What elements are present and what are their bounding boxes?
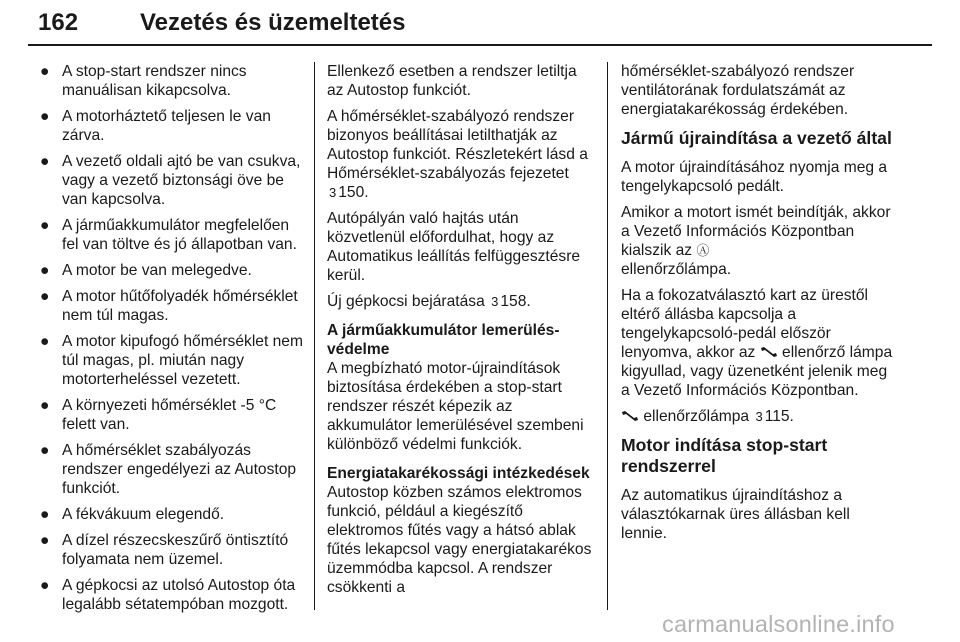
bullet-icon: ● [40, 63, 50, 80]
paragraph: Ellenkező esetben a rendszer letiltja az Autostop funkciót. [327, 63, 577, 99]
page-reference[interactable]: 158. [500, 293, 531, 310]
list-item: ● A vezető oldali ajtó be van csukva, vagy a vezető biztonsági öve be van kapcsolva. [40, 153, 301, 208]
reference-arrow-icon: 3 [755, 409, 763, 424]
list-item: ● A motor hűtőfolyadék hőmérséklet nem túl magas. [40, 288, 298, 324]
subheading: Energiatakarékossági intézkedések [327, 465, 590, 482]
page-header [28, 6, 932, 46]
list-item: ● A gépkocsi az utolsó Autostop óta legalább sétatempóban mozgott. [40, 577, 296, 613]
paragraph: Autópályán való hajtás után közvetlenül előfordulhat, hogy az Automatikus leállítás felfüggesztésre kerül. [327, 210, 581, 284]
bullet-icon: ● [40, 577, 50, 594]
bullet-icon: ● [40, 333, 50, 350]
column-divider [314, 62, 315, 610]
bullet-icon: ● [40, 153, 50, 170]
bullet-icon: ● [40, 108, 50, 125]
paragraph: Új gépkocsi bejáratása 3 158. [327, 293, 531, 310]
paragraph: A megbízható motor-újraindítások biztosítása érdekében a stop-start rendszer részét képezik az akkumulátor lemerülésével szembeni különböző védelmi funkciók. [327, 360, 584, 453]
subheading: A járműakkumulátor lemerülés-védelme [327, 322, 560, 358]
header-rule [28, 44, 932, 46]
column-2 [327, 62, 595, 604]
section-heading: Motor indítása stop-start rendszerrel [621, 435, 828, 476]
paragraph: Az automatikus újraindításhoz a választókarnak üres állásban kell lennie. [621, 487, 850, 542]
reference-arrow-icon: 3 [329, 185, 337, 200]
page-reference[interactable]: 150. [338, 184, 369, 201]
bullet-icon: ● [40, 506, 50, 523]
paragraph: A hőmérséklet-szabályozó rendszer bizonyos beállításai letilthatják az Autostop funkciót. Részletekért lásd a Hőmérséklet-szabályozás fejezetet 3 150. [327, 108, 588, 201]
paragraph: Amikor a motort ismét beindítják, akkor a Vezető Információs Központban kialszik az Ⓐ ellenőrzőlámpa. [621, 204, 891, 278]
list-item: ● A stop-start rendszer nincs manuálisan kikapcsolva. [40, 63, 247, 99]
list-item: ● A motorháztető teljesen le van zárva. [40, 108, 271, 144]
list-item: ● A motor kipufogó hőmérséklet nem túl magas, pl. miután nagy motorterheléssel vezetett. [40, 333, 303, 388]
watermark: carmanualsonline.info [662, 611, 895, 637]
list-item: ● A motor be van melegedve. [40, 262, 252, 279]
paragraph: Ha a fokozatválasztó kart az ürestől eltérő állásba kapcsolja a tengelykapcsoló-pedál először lenyomva, akkor az ellenőrző lámpa kigyullad, vagy üzenetként jelenik meg a Vezető Információs Központban. [621, 287, 893, 399]
list-item: ● A környezeti hőmérséklet -5 °C felett van. [40, 397, 277, 433]
paragraph: ellenőrzőlámpa 3 115. [621, 407, 893, 426]
bullet-icon: ● [40, 532, 50, 549]
wrench-icon [760, 346, 778, 358]
page-number: 162 [38, 9, 79, 36]
bullet-icon: ● [40, 288, 50, 305]
column-divider [607, 62, 608, 610]
page-title: Vezetés és üzemeltetés [140, 9, 406, 36]
column-1 [38, 62, 306, 621]
bullet-icon: ● [40, 397, 50, 414]
wrench-icon [621, 410, 639, 422]
column-3 [621, 62, 893, 550]
paragraph: hőmérséklet-szabályozó rendszer ventilátorának fordulatszámát az energiatakarékosság érdekében. [621, 63, 855, 118]
list-item: ● A hőmérséklet szabályozás rendszer engedélyezi az Autostop funkciót. [40, 442, 297, 497]
paragraph: A motor újraindításához nyomja meg a tengelykapcsoló pedált. [621, 159, 888, 195]
list-item: ● A dízel részecskeszűrő öntisztító folyamata nem üzemel. [40, 532, 289, 568]
list-item: ● A járműakkumulátor megfelelően fel van töltve és jó állapotban van. [40, 217, 297, 253]
bullet-icon: ● [40, 262, 50, 279]
list-item: ● A fékvákuum elegendő. [40, 506, 225, 523]
autostop-lamp-icon: Ⓐ [696, 243, 710, 258]
section-heading: Jármű újraindítása a vezető által [621, 128, 892, 148]
paragraph: Autostop közben számos elektromos funkció, például a kiegészítő elektromos fűtés vagy a hátsó ablak fűtés lekapcsol vagy energiatakarékos üzemmódba kapcsol. A rendszer csökkenti a [327, 484, 592, 596]
bullet-icon: ● [40, 442, 50, 459]
page-reference[interactable]: 115. [764, 408, 794, 425]
reference-arrow-icon: 3 [491, 294, 499, 309]
bullet-icon: ● [40, 217, 50, 234]
